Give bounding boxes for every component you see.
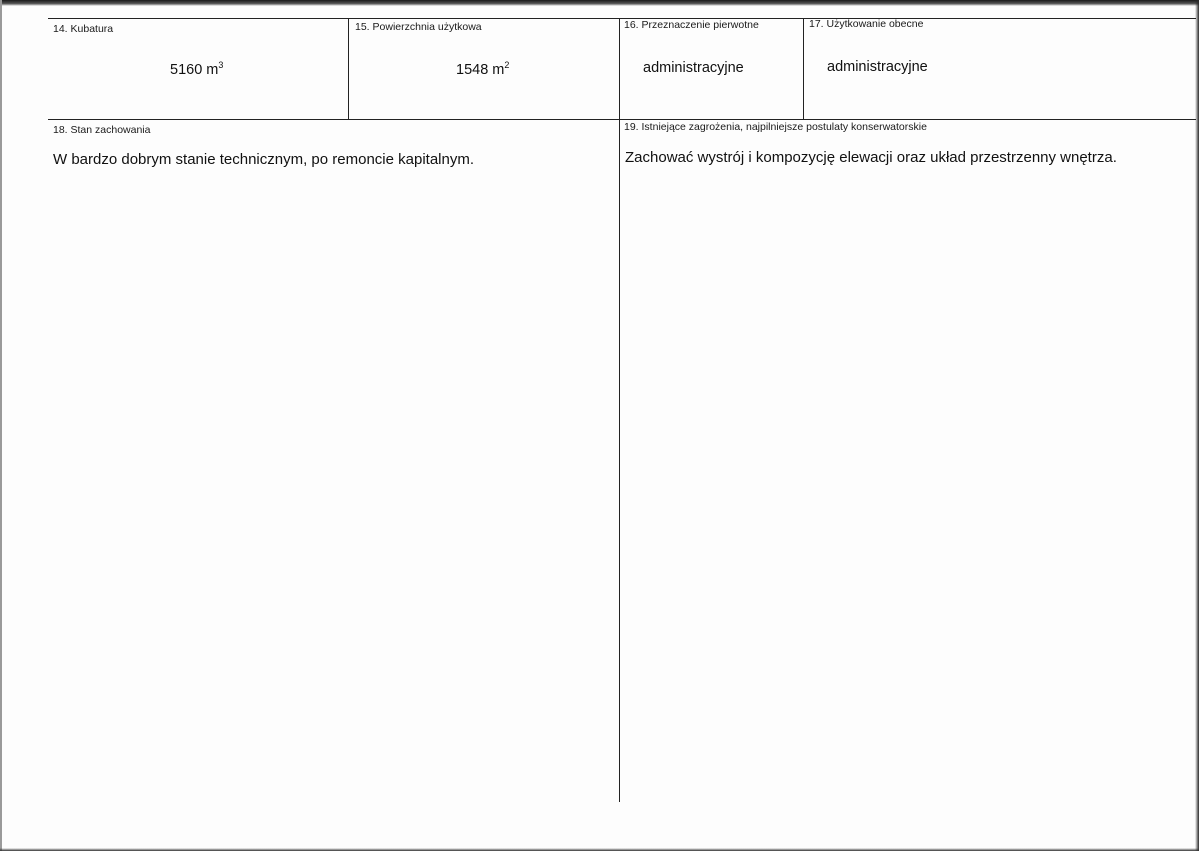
field-15-unit-exponent: 2	[504, 60, 510, 70]
field-14-label: 14. Kubatura	[53, 23, 114, 35]
row-divider	[48, 119, 1196, 120]
scan-edge-right	[1195, 0, 1199, 851]
scan-edge-left	[0, 0, 2, 851]
field-15-value	[456, 61, 509, 79]
field-17-value: administracyjne	[827, 59, 928, 75]
field-14-value	[170, 61, 223, 79]
field-16-value: administracyjne	[643, 60, 744, 76]
field-14-unit-exponent: 3	[218, 60, 224, 70]
col-divider-main	[619, 18, 620, 802]
field-19-label: 19. Istniejące zagrożenia, najpilniejsze postulaty konserwatorskie	[624, 121, 927, 133]
field-15-label: 15. Powierzchnia użytkowa	[355, 21, 482, 33]
field-18-label: 18. Stan zachowania	[53, 124, 151, 136]
field-14-value-text: 5160 m	[170, 62, 219, 78]
field-17-label: 17. Użytkowanie obecne	[809, 18, 924, 30]
col-divider-16-17	[803, 18, 804, 119]
col-divider-14-15	[348, 18, 349, 119]
field-16-label: 16. Przeznaczenie pierwotne	[624, 19, 759, 31]
field-19-value: Zachować wystrój i kompozycję elewacji oraz układ przestrzenny wnętrza.	[625, 149, 1117, 166]
field-15-value-text: 1548 m	[456, 62, 505, 78]
field-18-value: W bardzo dobrym stanie technicznym, po remoncie kapitalnym.	[53, 151, 475, 168]
top-rule	[48, 18, 1196, 19]
scan-edge-top	[0, 0, 1199, 6]
